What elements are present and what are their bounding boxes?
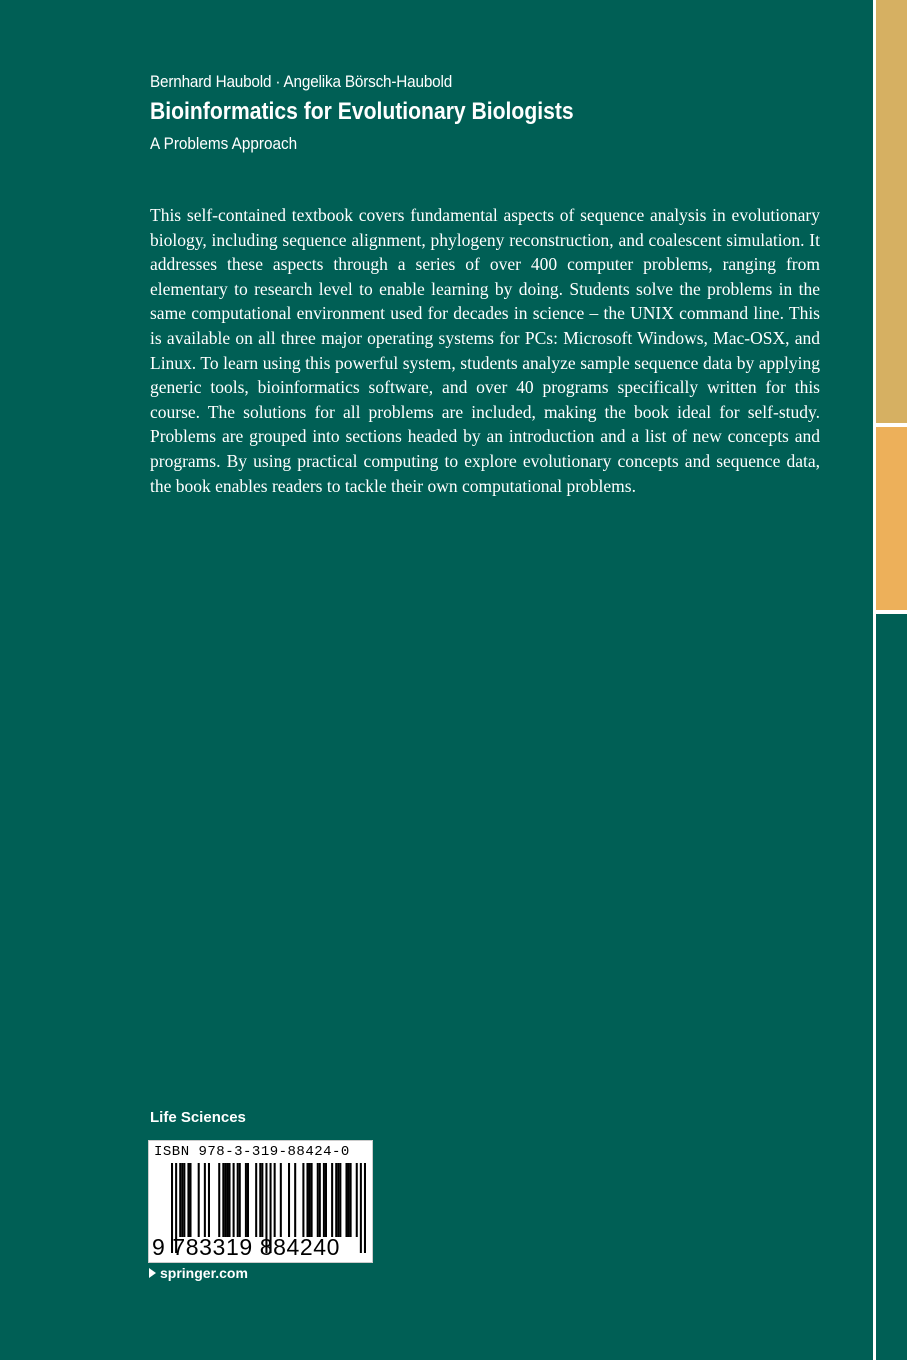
book-title: Bioinformatics for Evolutionary Biologists [150,98,574,125]
barcode-bar [274,1163,276,1237]
barcode-bar [339,1163,341,1237]
publisher-link[interactable] [149,1263,248,1283]
barcode-bar [228,1163,230,1237]
barcode-bar [181,1163,183,1237]
publisher-url: springer.com [160,1265,248,1281]
barcode-bar [226,1163,228,1237]
isbn-barcode [148,1140,373,1263]
barcode-bar [306,1163,308,1237]
barcode-bar [288,1163,290,1237]
barcode-bar [179,1163,181,1237]
barcode-bar [337,1163,339,1237]
color-stripe-bottom [876,614,907,1360]
barcode-bar [247,1163,249,1237]
authors: Bernhard Haubold · Angelika Börsch-Haubold [150,72,453,91]
book-subtitle: A Problems Approach [150,134,298,153]
barcode-bar [237,1163,239,1237]
barcode-bar [364,1163,366,1253]
barcode-bar [280,1163,282,1237]
book-description: This self-contained textbook covers fundamental aspects of sequence analysis in evolutionary biology, including sequence alignment, phylogeny reconstruction, and coalescent simulation. It addresses these aspects through a series of over 400 computer problems, ranging from elementary to research level to enable learning by doing. Students solve the problems in the same computational environment used for decades in science – the UNIX command line. This is available on all three major operating systems for PCs: Microsoft Windows, Mac-OSX, and Linux. To learn using this powerful system, students analyze sample sequence data by applying generic tools, bioinformatics software, and over 40 programs specifically written for this course. The solutions for all problems are included, making the book ideal for self-study. Problems are grouped into sections headed by an introduction and a list of new concepts and programs. By using practical computing to explore evolutionary concepts and sequence data, the book enables readers to tackle their own computational problems. [150,205,820,496]
arrow-right-icon [149,1268,156,1278]
barcode-bar [259,1163,261,1237]
barcode-bar [350,1163,352,1237]
barcode-bar [183,1163,185,1237]
barcode-bar [261,1163,263,1237]
subject-category: Life Sciences [150,1109,246,1126]
isbn-number: ISBN 978-3-319-88424-0 [154,1144,350,1160]
barcode-bar [360,1163,362,1253]
color-stripe-top [876,0,907,423]
color-stripe-middle [876,427,907,610]
barcode-bar [204,1163,206,1237]
barcode-bar [356,1163,358,1237]
barcode-bar [222,1163,224,1237]
barcode-bar [348,1163,350,1237]
barcode-bar [245,1163,247,1237]
barcode-bar [335,1163,337,1237]
barcode-bar [189,1163,191,1237]
barcode-bar [218,1163,220,1237]
barcode-bar [198,1163,200,1237]
barcode-bar [325,1163,327,1237]
barcode-bar [224,1163,226,1237]
barcode-bar [309,1163,311,1237]
barcode-bar [208,1163,210,1237]
barcode-bar [239,1163,241,1237]
ean-digits: 9 783319 884240 [152,1234,341,1260]
barcode-bar [255,1163,257,1237]
barcode-bar [331,1163,333,1237]
barcode-bar [187,1163,189,1237]
barcode-bar [311,1163,313,1237]
book-header [150,70,850,156]
barcode-bar [294,1163,296,1237]
barcode-bar [319,1163,321,1237]
barcode-bar [302,1163,304,1237]
barcode-bar [233,1163,235,1237]
barcode-bar [317,1163,319,1237]
barcode-bar [345,1163,347,1237]
barcode-bar [323,1163,325,1237]
